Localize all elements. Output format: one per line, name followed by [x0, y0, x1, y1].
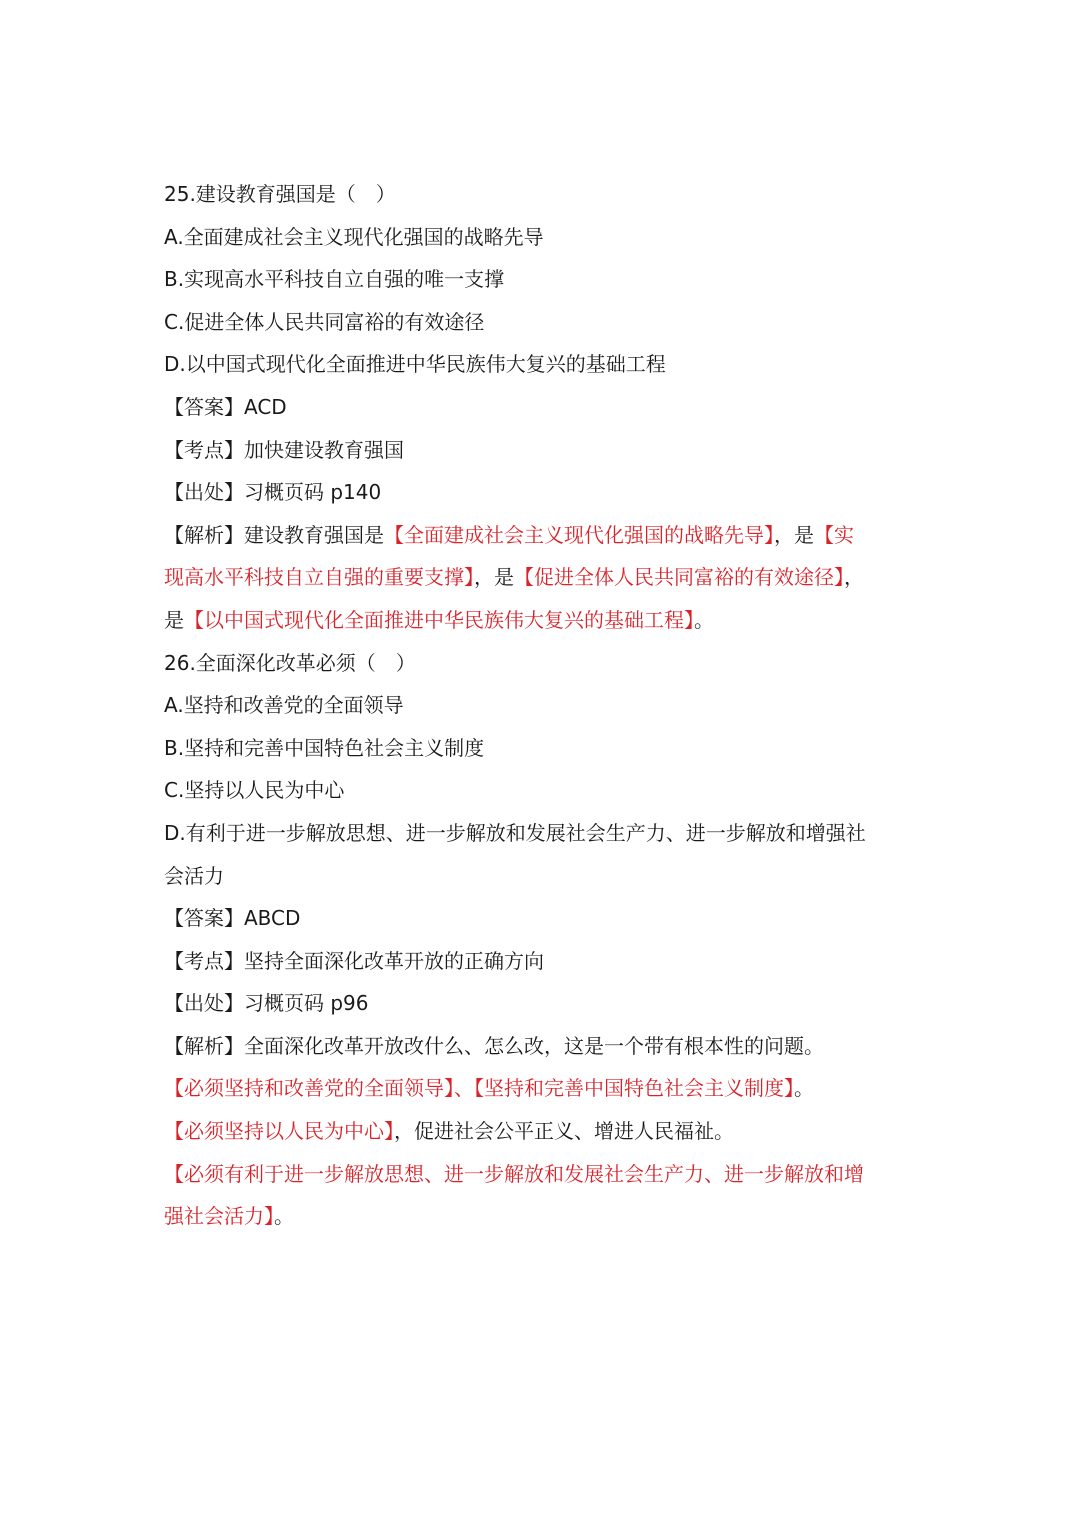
q25-jiexi-highlight-4: 【以中国式现代化全面推进中华民族伟大复兴的基础工程】 [184, 607, 694, 632]
q25-jiexi-line-3 [164, 599, 924, 642]
q26-option-d-continued: 会活力 [164, 863, 224, 888]
q26-jiexi-line-4 [164, 1153, 924, 1196]
q26-jiexi-line-5 [164, 1195, 924, 1238]
q25-jiexi-connector-2: ，是 [474, 565, 514, 590]
q25-jiexi-highlight-2b: 现高水平科技自立自强的重要支撑】 [164, 565, 474, 590]
document-page [164, 173, 924, 1238]
q26-option-d: D.有利于进一步解放思想、进一步解放和发展社会生产力、进一步解放和增强社 [164, 820, 866, 845]
q26-answer: 【答案】ABCD [164, 906, 301, 931]
q25-jiexi-highlight-1: 【全面建成社会主义现代化强国的战略先导】 [384, 522, 774, 547]
q26-jiexi-text-3: ，促进社会公平正义、增进人民福祉。 [394, 1119, 734, 1144]
q26-jiexi-line-2 [164, 1067, 924, 1110]
q25-jiexi-connector-1: ，是 [774, 522, 814, 547]
q26-jiexi-period-2: 。 [274, 1204, 294, 1229]
q25-jiexi-period: 。 [694, 607, 714, 632]
q25-option-b: B.实现高水平科技自立自强的唯一支撑 [164, 267, 505, 292]
question-25-title: 25.建设教育强国是（ ） [164, 182, 396, 206]
q26-jiexi-highlight-3: 【必须坚持以人民为中心】 [164, 1119, 394, 1144]
q26-jiexi-separator: 、 [454, 1076, 474, 1101]
q26-chuchu: 【出处】习概页码 p96 [164, 991, 369, 1016]
q26-jiexi-intro: 【解析】全面深化改革开放改什么、怎么改，这是一个带有根本性的问题。 [164, 1033, 824, 1058]
question-26-title: 26.全面深化改革必须（ ） [164, 650, 416, 675]
q25-jiexi-connector-3: ， [844, 565, 864, 590]
q26-option-a: A.坚持和改善党的全面领导 [164, 693, 404, 718]
q26-option-b: B.坚持和完善中国特色社会主义制度 [164, 735, 485, 760]
q25-jiexi-line-2 [164, 556, 924, 599]
q26-jiexi-highlight-4a: 【必须有利于进一步解放思想、进一步解放和发展社会生产力、进一步解放和增 [164, 1161, 864, 1186]
q25-option-a: A.全面建成社会主义现代化强国的战略先导 [164, 224, 544, 249]
q25-chuchu: 【出处】习概页码 p140 [164, 480, 382, 505]
q26-option-c: C.坚持以人民为中心 [164, 778, 345, 803]
q25-option-c: C.促进全体人民共同富裕的有效途径 [164, 309, 485, 334]
q25-option-d: D.以中国式现代化全面推进中华民族伟大复兴的基础工程 [164, 352, 666, 377]
q25-jiexi-line-1 [164, 514, 924, 557]
q25-answer: 【答案】ACD [164, 394, 287, 419]
q26-jiexi-highlight-2: 【坚持和完善中国特色社会主义制度】 [474, 1076, 794, 1101]
q25-jiexi-connector-4: 是 [164, 607, 184, 632]
q26-jiexi-line-3 [164, 1110, 924, 1153]
q25-jiexi-highlight-2a: 【实 [814, 522, 854, 547]
q25-jiexi-prefix: 【解析】建设教育强国是 [164, 522, 384, 547]
q25-jiexi-highlight-3: 【促进全体人民共同富裕的有效途径】 [514, 565, 844, 590]
q26-jiexi-period-1: 。 [794, 1076, 814, 1101]
q26-jiexi-highlight-4b: 强社会活力】 [164, 1204, 274, 1229]
q26-jiexi-highlight-1: 【必须坚持和改善党的全面领导】 [164, 1076, 454, 1101]
q26-kaodian: 【考点】坚持全面深化改革开放的正确方向 [164, 948, 544, 973]
q25-kaodian: 【考点】加快建设教育强国 [164, 437, 404, 462]
